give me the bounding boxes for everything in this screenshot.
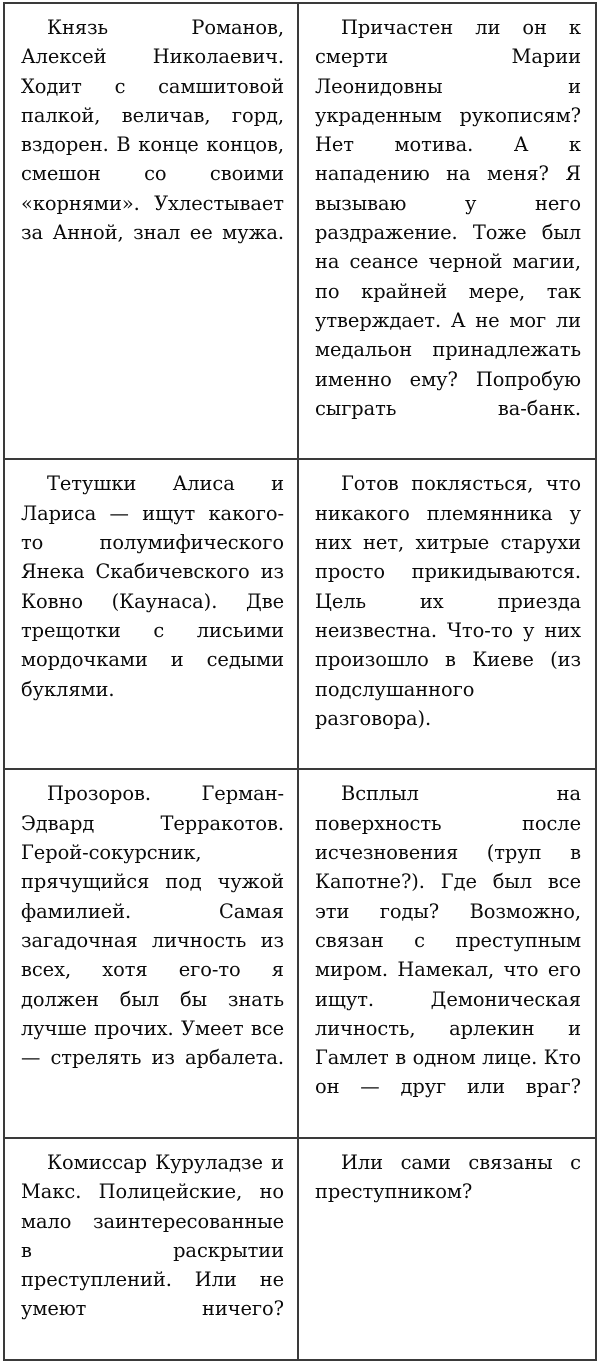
table-cell-left — [4, 459, 298, 769]
table-cell-left — [4, 1138, 298, 1360]
cell-paragraph: Прозоров. Герман-Эдвард Терракотов. Герой-сокурсник, прячущийся под чужой фамилией. Самая загадочная личность из всех, хотя его-то я должен был бы знать лучше прочих. Умеет все — стрелять из арбалета. — [21, 782, 284, 1070]
table-cell-right — [298, 3, 596, 459]
table-body — [4, 3, 596, 1360]
table-cell-right — [298, 1138, 596, 1360]
table-cell-right — [298, 459, 596, 769]
table-row — [4, 3, 596, 459]
cell-paragraph: Тетушки Алиса и Лариса — ищут какого-то полумифического Янека Скабичевского из Ковно (Каунаса). Две трещотки с лисьими мордочками и седыми буклями. — [21, 472, 284, 701]
cell-paragraph: Всплыл на поверхность после исчезновения (труп в Капотне?). Где был все эти годы? Возможно, связан с преступным миром. Намекал, что его ищут. Демоническая личность, арлекин и Гамлет в одном лице. Кто он — друг или враг? — [315, 782, 581, 1099]
cell-paragraph: Комиссар Куруладзе и Макс. Полицейские, но мало заинтересованные в раскрытии преступлений. Или не умеют ничего? — [21, 1150, 284, 1321]
table-cell-left — [4, 3, 298, 459]
cell-paragraph: Или сами связаны с преступником? — [315, 1150, 581, 1204]
cell-paragraph: Причастен ли он к смерти Марии Леонидовны и украденным рукописям? Нет мотива. А к нападению на меня? Я вызываю у него раздражение. Тоже был на сеансе черной магии, по крайней мере, так утверждает. А не мог ли медальон принадлежать именно ему? Попробую сыграть ва-банк. — [315, 16, 581, 420]
table-cell-left — [4, 769, 298, 1138]
cell-paragraph: Готов поклясться, что никакого племянника у них нет, хитрые старухи просто прикидываются. Цель их приезда неизвестна. Что-то у них произошло в Киеве (из подслушанного разговора). — [315, 472, 581, 730]
character-notes-table — [3, 2, 597, 1361]
table-cell-right — [298, 769, 596, 1138]
table-row — [4, 459, 596, 769]
cell-paragraph: Князь Романов, Алексей Николаевич. Ходит с самшитовой палкой, величав, горд, вздорен. В конце концов, смешон со своими «корнями». Ухлестывает за Анной, знал ее мужа. — [21, 16, 284, 245]
table-row — [4, 769, 596, 1138]
table-row — [4, 1138, 596, 1360]
